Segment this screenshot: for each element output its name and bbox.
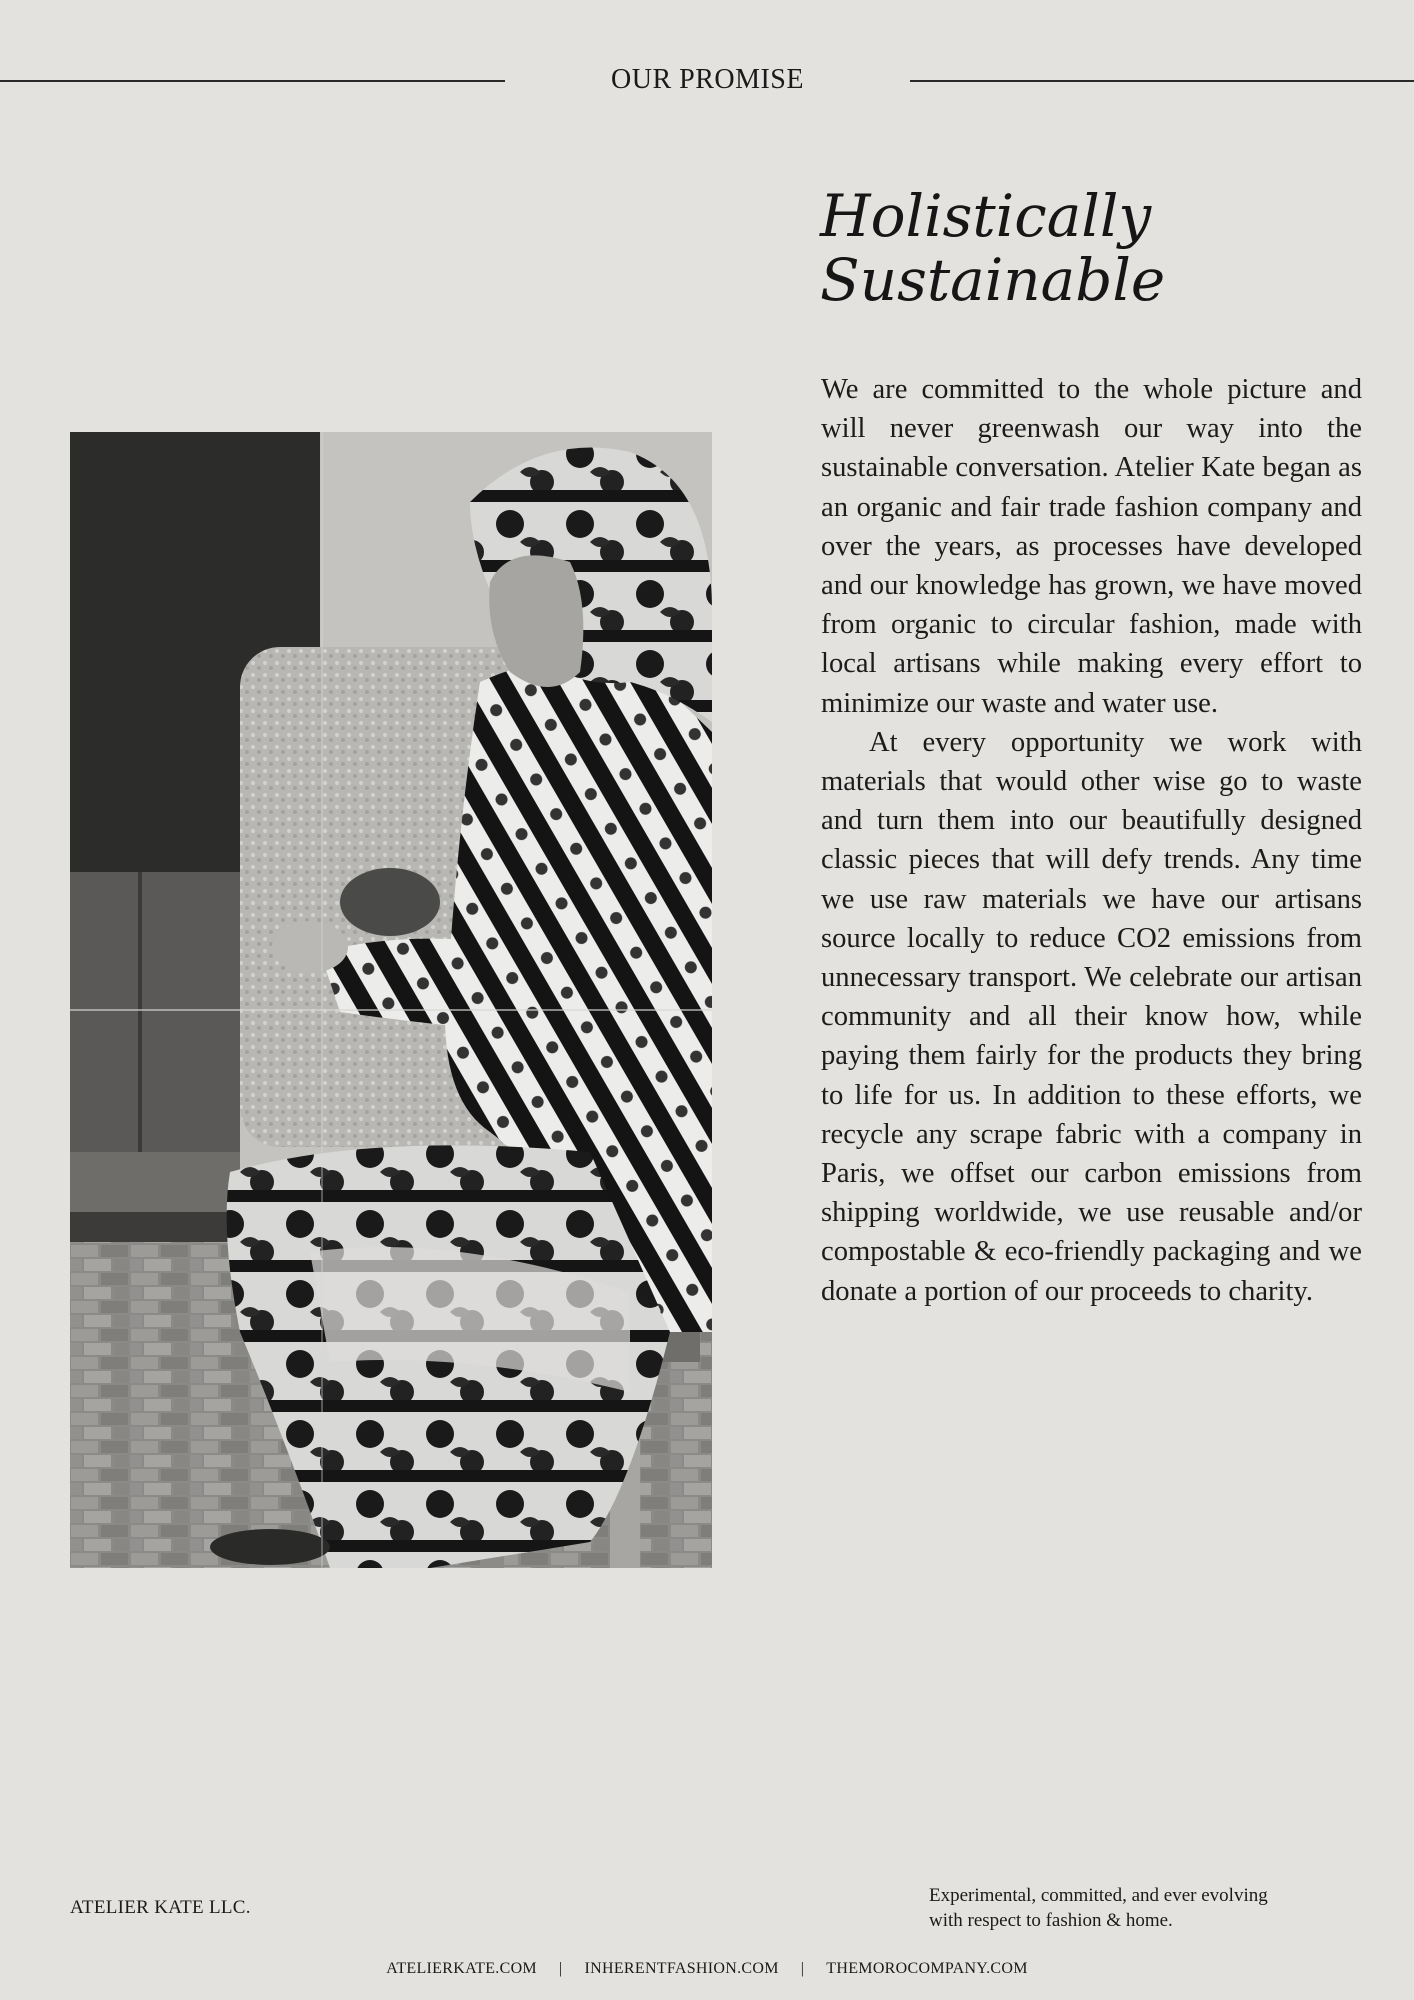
footer-tagline-line-2: with respect to fashion & home. [929,1910,1173,1931]
artisan-photo [70,432,712,1568]
header-rule-right [910,80,1414,82]
header-rule-left [0,80,505,82]
footer-link-separator: | [800,1960,805,1977]
footer-links [0,1958,1414,1980]
footer-link-atelierkate[interactable]: ATELIERKATE.COM [386,1960,537,1977]
artisan-photo-illustration [70,432,712,1568]
footer-company-name: ATELIER KATE LLC. [70,1897,251,1918]
heading-line-1: Holistically [820,182,1152,250]
footer-link-themorocompany[interactable]: THEMOROCOMPANY.COM [826,1960,1028,1977]
footer-tagline [929,1883,1349,1933]
section-heading [820,184,1380,312]
heading-line-2: Sustainable [820,246,1166,314]
body-paragraph-2: At every opportunity we work with materials that would other wise go to waste and turn them into our beautifully designed classic pieces that will defy trends. Any time we use raw materials we have our artisans source locally to reduce CO2 emissions from unnecessary transport. We celebrate our artisan community and all their know how, while paying them fairly for the products they bring to life for us. In addition to these efforts, we recycle any scrape fabric with a company in Paris, we offset our carbon emissions from shipping worldwide, we use reusable and/or compostable & eco-friendly packaging and we donate a portion of our proceeds to charity. [821,726,1362,1307]
footer-link-inherentfashion[interactable]: INHERENTFASHION.COM [584,1960,779,1977]
body-copy [821,370,1362,1311]
footer-link-separator: | [558,1960,563,1977]
page-title: OUR PROMISE [611,64,804,95]
footer-tagline-line-1: Experimental, committed, and ever evolving [929,1885,1268,1906]
body-paragraph-1: We are committed to the whole picture and will never greenwash our way into the sustainable conversation. Atelier Kate began as an organic and fair trade fashion company and over the years, as processes have developed and our knowledge has grown, we have moved from organic to circular fashion, made with local artisans while making every effort to minimize our waste and water use. [821,374,1362,719]
